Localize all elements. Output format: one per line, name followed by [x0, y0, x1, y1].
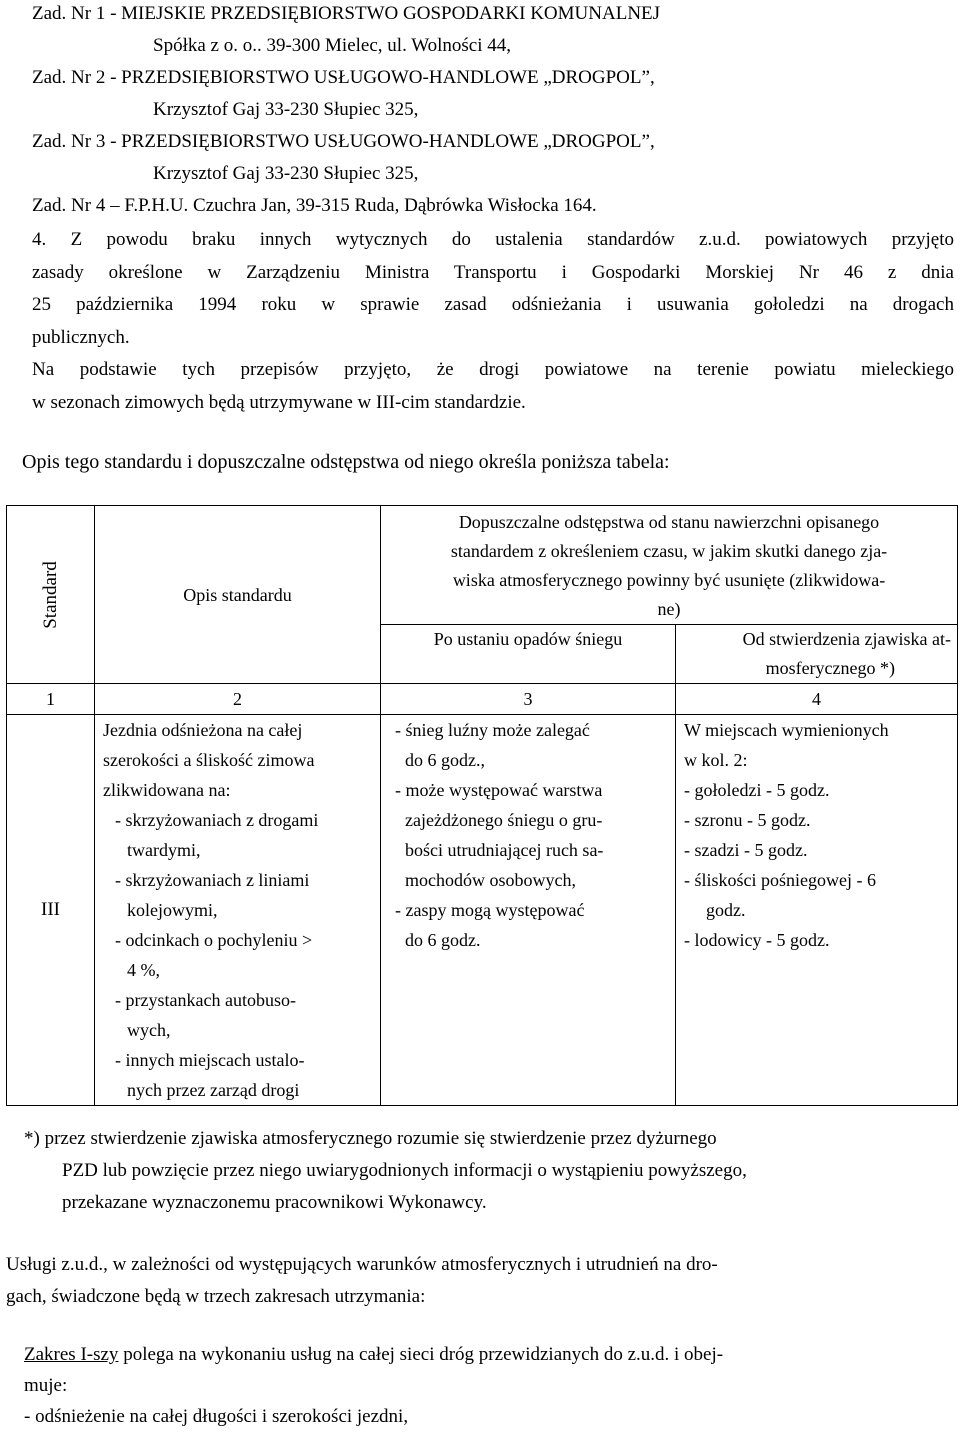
opis-line: - odcinkach o pochyleniu > [115, 930, 313, 950]
zad-1-line1: Zad. Nr 1 - MIEJSKIE PRZEDSIĘBIORSTWO GOSPODARKI KOMUNALNEJ [32, 3, 661, 24]
opis-line: - przystankach autobuso- [115, 990, 296, 1010]
section-4-line6: w sezonach zimowych będą utrzymywane w III-cim standardzie. [32, 392, 526, 413]
od-stwierdzenia-line: - szronu - 5 godz. [684, 810, 811, 830]
standards-table [6, 505, 958, 1106]
zad-2-line2: Krzysztof Gaj 33-230 Słupiec 325, [153, 99, 419, 120]
od-stwierdzenia-line: W miejscach wymienionych [684, 720, 889, 740]
section-4-line2: zasady określone w Zarządzeniu Ministra Transportu i Gospodarki Morskiej Nr 46 z dnia [32, 262, 954, 283]
zad-1-line2: Spółka z o. o.. 39-300 Mielec, ul. Wolności 44, [153, 35, 512, 56]
po-ustaniu-line: do 6 godz., [405, 750, 485, 770]
zad-3-line2: Krzysztof Gaj 33-230 Słupiec 325, [153, 163, 419, 184]
opis-line: zlikwidowana na: [103, 780, 231, 800]
col-number-3: 3 [381, 684, 676, 715]
od-stwierdzenia-line: - gołoledzi - 5 godz. [684, 780, 830, 800]
po-ustaniu-line: do 6 godz. [405, 930, 481, 950]
zakres-line2: muje: [24, 1375, 68, 1396]
header-od-stwierdzenia-line2: mosferycznego *) [765, 658, 896, 678]
od-stwierdzenia-line: - śliskości pośniegowej - 6 [684, 870, 876, 890]
zakres-rest: polega na wykonaniu usług na całej sieci dróg przewidzianych do z.u.d. i obej- [118, 1344, 724, 1365]
od-stwierdzenia-line: godz. [706, 900, 746, 920]
header-po-ustaniu-label: Po ustaniu opadów śniegu [433, 629, 623, 649]
zakres-line3: - odśnieżenie na całej długości i szerokości jezdni, [24, 1406, 409, 1427]
opis-line: 4 %, [127, 960, 160, 980]
od-stwierdzenia-cell [676, 715, 958, 1106]
zad-4-line1: Zad. Nr 4 – F.P.H.U. Czuchra Jan, 39-315 Ruda, Dąbrówka Wisłocka 164. [32, 195, 597, 216]
opis-line: - skrzyżowaniach z liniami [115, 870, 310, 890]
opis-line: twardymi, [127, 840, 201, 860]
col-number-1: 1 [7, 684, 95, 715]
opis-line: - skrzyżowaniach z drogami [115, 810, 319, 830]
col-number-4: 4 [676, 684, 958, 715]
section-4-line3: 25 października 1994 roku w sprawie zasad odśnieżania i usuwania gołoledzi na drogach [32, 294, 954, 315]
table-header-row [7, 506, 958, 625]
header-od-stwierdzenia-line1: Od stwierdzenia zjawiska at- [742, 629, 952, 649]
section-4-line5: Na podstawie tych przepisów przyjęto, że drogi powiatowe na terenie powiatu mieleckiego [32, 359, 954, 380]
opis-line: nych przez zarząd drogi [127, 1080, 300, 1100]
zad-2-line1: Zad. Nr 2 - PRZEDSIĘBIORSTWO USŁUGOWO-HANDLOWE „DROGPOL”, [32, 67, 655, 88]
po-ustaniu-line: - śnieg luźny może zalegać [395, 720, 590, 740]
header-standard-cell [7, 506, 95, 684]
header-standard-label: Standard [39, 560, 61, 629]
section-4-line1: 4. Z powodu braku innych wytycznych do ustalenia standardów z.u.d. powiatowych przyjęto [32, 229, 954, 250]
opis-cell [95, 715, 381, 1106]
uslugi-line2: gach, świadczone będą w trzech zakresach utrzymania: [6, 1286, 426, 1307]
od-stwierdzenia-line: - szadzi - 5 godz. [684, 840, 808, 860]
standard-value: III [41, 899, 60, 920]
zakres-line1 [24, 1339, 723, 1371]
footnote-line2: PZD lub powzięcie przez niego uwiarygodnionych informacji o wystąpieniu powyższego, [62, 1160, 747, 1181]
od-stwierdzenia-line: - lodowicy - 5 godz. [684, 930, 830, 950]
col-number-2: 2 [95, 684, 381, 715]
opis-line: wych, [127, 1020, 171, 1040]
footnote-line3: przekazane wyznaczonemu pracownikowi Wykonawcy. [62, 1192, 487, 1213]
po-ustaniu-line: mochodów osobowych, [405, 870, 576, 890]
header-po-ustaniu-cell [381, 625, 676, 684]
footnote-line1: *) przez stwierdzenie zjawiska atmosferycznego rozumie się stwierdzenie przez dyżurnego [24, 1128, 717, 1149]
header-dopuszczalne-line2: standardem z określeniem czasu, w jakim skutki danego zja- [450, 541, 888, 561]
po-ustaniu-line: bości utrudniającej ruch sa- [405, 840, 604, 860]
od-stwierdzenia-line: w kol. 2: [684, 750, 748, 770]
opis-line: Jezdnia odśnieżona na całej [103, 720, 303, 740]
opis-line: szerokości a śliskość zimowa [103, 750, 315, 770]
opis-line: kolejowymi, [127, 900, 218, 920]
standard-value-cell [7, 715, 95, 1106]
table-number-row [7, 684, 958, 715]
section-4-line4: publicznych. [32, 327, 130, 348]
table-data-row [7, 715, 958, 1106]
header-dopuszczalne-line3: wiska atmosferycznego powinny być usunięte (zlikwidowa- [452, 570, 886, 590]
po-ustaniu-cell [381, 715, 676, 1106]
zakres-label: Zakres I-szy [24, 1344, 119, 1365]
header-dopuszczalne-line1: Dopuszczalne odstępstwa od stanu nawierzchni opisanego [458, 512, 880, 532]
opis-line: - innych miejscach ustalo- [115, 1050, 305, 1070]
po-ustaniu-line: - zaspy mogą występować [395, 900, 585, 920]
header-od-stwierdzenia-cell [676, 625, 958, 684]
header-dopuszczalne-line4: ne) [657, 599, 681, 619]
uslugi-line1: Usługi z.u.d., w zależności od występujących warunków atmosferycznych i utrudnień na dro- [6, 1254, 718, 1275]
po-ustaniu-line: zajeżdżonego śniegu o gru- [405, 810, 603, 830]
table-intro: Opis tego standardu i dopuszczalne odstępstwa od niego określa poniższa tabela: [22, 451, 670, 473]
header-dopuszczalne-cell [381, 506, 958, 625]
zad-3-line1: Zad. Nr 3 - PRZEDSIĘBIORSTWO USŁUGOWO-HANDLOWE „DROGPOL”, [32, 131, 655, 152]
header-opis-cell [95, 506, 381, 684]
header-opis-label: Opis standardu [183, 584, 292, 605]
po-ustaniu-line: - może występować warstwa [395, 780, 603, 800]
